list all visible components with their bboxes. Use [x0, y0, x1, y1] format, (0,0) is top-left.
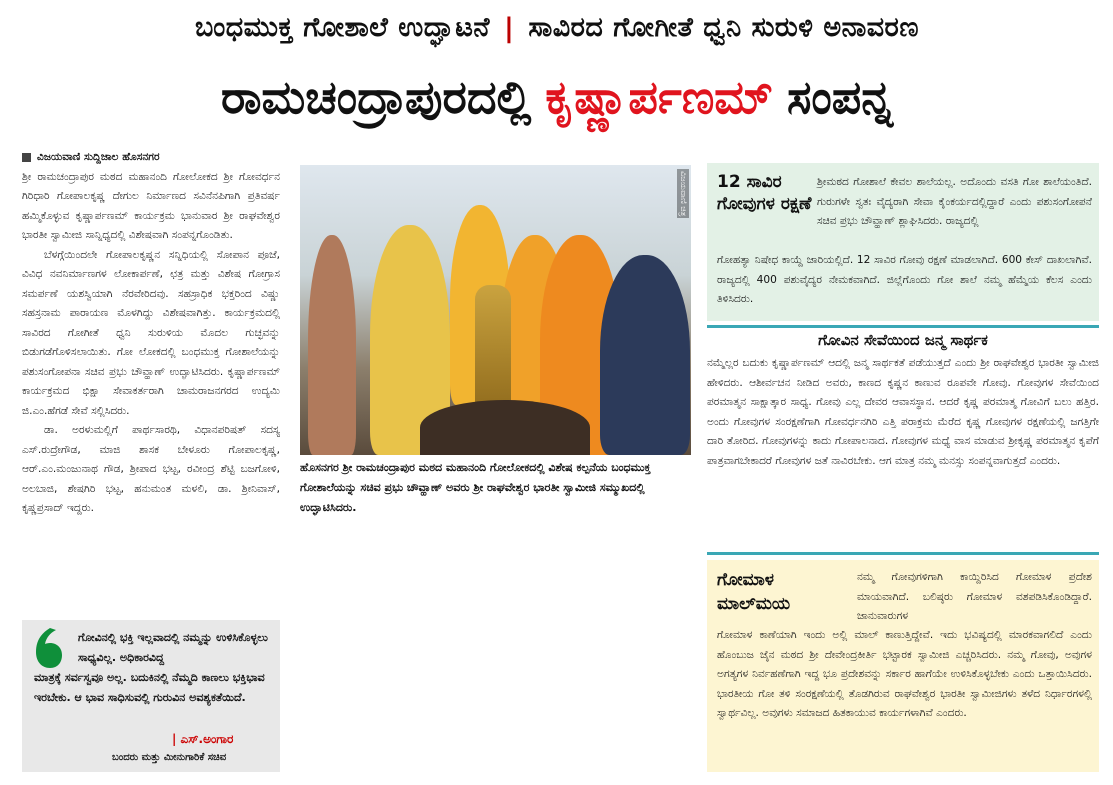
sidebar-protection-subhead: 12 ಸಾವಿರ ಗೋವುಗಳ ರಕ್ಷಣೆ: [717, 172, 812, 214]
byline: [22, 148, 280, 168]
kicker-headline: [14, 6, 1100, 50]
quote-text-line2: ಮಾತ್ರಕ್ಕೆ ಸರ್ವಸ್ವವೂ ಅಲ್ಲ. ಬದುಕಿನಲ್ಲಿ ನೆಮ್ಮದಿ ಕಾಣಲು ಭಕ್ತಿಭಾವ ಇರಬೇಕು. ಆ ಭಾವ ಸಾಧಿಸುವಲ್ಲಿ ಗುರುವಿನ ಅವಶ್ಯಕತೆಯಿದೆ.: [34, 671, 265, 704]
sidebar-gomala-subhead: ಗೋಮಾಳ ಮಾಲ್‌ಮಯ: [717, 570, 791, 614]
quote-text-line1: ಗೋವಿನಲ್ಲಿ ಭಕ್ತಿ ಇಲ್ಲವಾದಲ್ಲಿ ನಮ್ಮನ್ನು ಉಳಿಸಿಕೊಳ್ಳಲು ಸಾಧ್ಯವಿಲ್ಲ. ಅಧಿಕಾರವಿದ್ದ: [78, 631, 268, 664]
headline-part2: ಸಂಪನ್ನ: [786, 70, 894, 124]
headline-highlight: ಕೃಷ್ಣಾರ್ಪಣಮ್: [545, 70, 773, 124]
kicker-left: ಬಂಧಮುಕ್ತ ಗೋಶಾಲೆ ಉದ್ಘಾಟನೆ: [195, 12, 490, 43]
photo-credit: ವಿಜಯವಾಣಿ ಚಿತ್ರ: [679, 171, 688, 217]
quote-box: [22, 620, 280, 772]
article-paragraph: ಡಾ. ಅರಳುಮಲ್ಲಿಗೆ ಪಾರ್ಥಸಾರಥಿ, ವಿಧಾನಪರಿಷತ್ ಸದಸ್ಯ ಎಸ್.ರುದ್ರೇಗೌಡ, ಮಾಜಿ ಶಾಸಕ ಬೇಳೂರು ಗೋಪಾಲಕೃಷ್ಣ, ಆರ್.ಎಂ.ಮಂಜುನಾಥ ಗೌಡ, ಶ್ರೀಪಾದ ಭಟ್ಟ, ರವೀಂದ್ರ ಶೆಟ್ಟಿ ಬಜಗೋಳಿ, ಅಲಬಾಜಿ, ಶೇಷಗಿರಿ ಭಟ್ಟ, ಹನುಮಂತ ಮಳಲಿ, ಡಾ. ಶ್ರೀನಿವಾಸ್, ಕೃಷ್ಣಪ್ರಸಾದ್ ಇದ್ದರು.: [22, 424, 280, 514]
oil-lamp-icon: [475, 285, 511, 415]
sidebar-protection-text: ಶ್ರೀಮಠದ ಗೋಶಾಲೆ ಕೇವಲ ಶಾಲೆಯಲ್ಲ. ಅದೊಂದು ವಸತಿ ಗೋ ಶಾಲೆಯಂತಿದೆ. ಗುರುಗಳೇ ಸ್ವತಃ ವೈದ್ಯರಾಗಿ ಸೇವಾ ಕೈಂಕರ್ಯದಲ್ಲಿದ್ದಾರೆ ಎಂದು ಪಶುಸಂಗೋಪನೆ ಸಚಿವ ಪ್ರಭು ಚೌವ್ಹಾಣ್ ಶ್ಲಾಘಿಸಿದರು. ರಾಜ್ಯದಲ್ಲಿ: [817, 176, 1092, 227]
article-paragraph: ಬೆಳಗ್ಗೆಯಿಂದಲೇ ಗೋಪಾಲಕೃಷ್ಣನ ಸನ್ನಿಧಿಯಲ್ಲಿ ಸೋಪಾನ ಪೂಜೆ, ವಿವಿಧ ನವನಿರ್ಮಾಣಗಳ ಲೋಕಾರ್ಪಣೆ, ಛತ್ರ ಮತ್ತು ವಿಶೇಷ ಗೋಗ್ರಾಸ ಸಮರ್ಪಣೆ ಯಶಸ್ವಿಯಾಗಿ ನೆರವೇರಿದವು. ಸಹಸ್ರಾಧಿಕ ಭಕ್ತರಿಂದ ವಿಷ್ಣು ಸಹಸ್ರನಾಮ ಪಾರಾಯಣ ಮೊಳಗಿದ್ದು ವಿಶೇಷವಾಗಿತ್ತು. ಕಾರ್ಯಕ್ರಮದಲ್ಲಿ ಸಾವಿರದ ಗೋಗೀತೆ ಧ್ವನಿ ಸುರುಳಿಯ ಮೊದಲ ಗುಚ್ಛವನ್ನು ಬಿಡುಗಡೆಗೊಳಿಸಲಾಯಿತು. ಗೋ ಲೋಕದಲ್ಲಿ ಬಂಧಮುಕ್ತ ಗೋಶಾಲೆಯನ್ನು ಪಶುಸಂಗೋಪನಾ ಸಚಿವ ಪ್ರಭು ಚೌವ್ಹಾಣ್ ಉದ್ಘಾಟಿಸಿದರು. ಕೃಷ್ಣಾರ್ಪಣಮ್ ಕಾರ್ಯಕ್ರಮದ ಭಿಕ್ಷಾ ಸೇವಾಕರ್ತರಾಗಿ ಚಾಮರಾಜನಗರದ ಉದ್ಯಮಿ ಜಿ.ಎಂ.ಹೆಗಡೆ ಸೇವೆ ಸಲ್ಲಿಸಿದರು.: [22, 248, 280, 417]
sidebar-service-subhead: ಗೋವಿನ ಸೇವೆಯಿಂದ ಜನ್ಮ ಸಾರ್ಥಕ: [818, 331, 988, 349]
divider-rule: [707, 552, 1099, 555]
headline-part1: ರಾಮಚಂದ್ರಾಪುರದಲ್ಲಿ: [220, 70, 532, 124]
sidebar-gomala-text: ನಮ್ಮ ಗೋವುಗಳಿಗಾಗಿ ಕಾಯ್ದಿರಿಸಿದ ಗೋಮಾಳ ಪ್ರದೇಶ ಮಾಯವಾಗಿದೆ. ಬಲಿಷ್ಠರು ಗೋಮಾಳ ವಶಪಡಿಸಿಕೊಂಡಿದ್ದಾರೆ. ಜಾನುವಾರುಗಳ: [857, 571, 1092, 622]
kicker-separator: |: [503, 12, 515, 44]
article-paragraph: ಶ್ರೀ ರಾಮಚಂದ್ರಾಪುರ ಮಠದ ಮಹಾನಂದಿ ಗೋಲೋಕದ ಶ್ರೀ ಗೋವರ್ಧನ ಗಿರಿಧಾರಿ ಗೋಪಾಲಕೃಷ್ಣ ದೇಗುಲ ನಿರ್ಮಾಣದ ಸವಿನೆನಪಿಗಾಗಿ ಪ್ರತಿವರ್ಷ ಹಮ್ಮಿಕೊಳ್ಳುವ ಕೃಷ್ಣಾರ್ಪಣಮ್ ಕಾರ್ಯಕ್ರಮ ಭಾನುವಾರ ಶ್ರೀ ರಾಘವೇಶ್ವರ ಭಾರತೀ ಸ್ವಾಮೀಜಿ ಸಾನ್ನಿಧ್ಯದಲ್ಲಿ ವಿಶೇಷವಾಗಿ ಸಂಪನ್ನಗೊಂಡಿತು.: [22, 170, 280, 241]
photo-caption: ಹೊಸನಗರ ಶ್ರೀ ರಾಮಚಂದ್ರಾಪುರ ಮಠದ ಮಹಾನಂದಿ ಗೋಲೋಕದಲ್ಲಿ ವಿಶೇಷ ಕಲ್ಪನೆಯ ಬಂಧಮುಕ್ತ ಗೋಶಾಲೆಯನ್ನು ಸಚಿವ ಪ್ರಭು ಚೌವ್ಹಾಣ್ ಅವರು ಶ್ರೀ ರಾಘವೇಶ್ವರ ಭಾರತೀ ಸ್ವಾಮೀಜಿ ಸಮ್ಮುಖದಲ್ಲಿ ಉದ್ಘಾಟಿಸಿದರು.: [300, 461, 651, 514]
sidebar-service-paragraph: ನಮ್ಮೆಲ್ಲರ ಬದುಕು ಕೃಷ್ಣಾರ್ಪಣಮ್ ಆದಲ್ಲಿ ಜನ್ಮ ಸಾರ್ಥಕತೆ ಪಡೆಯುತ್ತದೆ ಎಂದು ಶ್ರೀ ರಾಘವೇಶ್ವರ ಭಾರತೀ ಸ್ವಾಮೀಜಿ ಹೇಳಿದರು. ಆಶೀರ್ವಚನ ನೀಡಿದ ಅವರು, ಕಾಣದ ಕೃಷ್ಣನ ಕಾಣುವ ರೂಪವೇ ಗೋವು. ಗೋವುಗಳ ಸೇವೆಯಿಂದ ಪರಮಾತ್ಮನ ಸಾಕ್ಷಾತ್ಕಾರ ಸಾಧ್ಯ. ಗೋವು ಎಲ್ಲ ದೇವರ ಆವಾಸಸ್ಥಾನ. ಆದರೆ ಕೃಷ್ಣ ಪರಮಾತ್ಮ ಗೋವಿಗೆ ಬಲು ಹತ್ತಿರ. ಅಂದು ಗೋವುಗಳ ಸಂರಕ್ಷಣೆಗಾಗಿ ಗೋವರ್ಧನಗಿರಿ ಎತ್ತಿ ಪರಾಕ್ರಮ ಮೆರೆದ ಕೃಷ್ಣ ಗೋವುಗಳ ರಕ್ಷಣೆಯಲ್ಲಿ ಜಗತ್ತಿಗೇ ದಾರಿ ತೋರಿದ. ಗೋವುಗಳನ್ನು ಕಾದು ಗೋಪಾಲನಾದ. ಗೋವುಗಳ ಮಧ್ಯೆ ವಾಸ ಮಾಡುವ ಶ್ರೀಕೃಷ್ಣ ಪರಮಾತ್ಮನ ಕೃಪೆಗೆ ಪಾತ್ರವಾಗಬೇಕಾದರೆ ಗೋವುಗಳ ಜತೆ ನಾವಿರಬೇಕು. ಆಗ ಮಾತ್ರ ನಮ್ಮ ಮನಸ್ಸು ಸಂಪನ್ನವಾಗುತ್ತದೆ ಎಂದರು.: [707, 357, 1099, 467]
sidebar-protection-text-cont: ಗೋಹತ್ಯಾ ನಿಷೇಧ ಕಾಯ್ದೆ ಜಾರಿಯಲ್ಲಿದೆ. 12 ಸಾವಿರ ಗೋವು ರಕ್ಷಣೆ ಮಾಡಲಾಗಿದೆ. 600 ಕೇಸ್ ದಾಖಲಾಗಿವೆ. ರಾಜ್ಯದಲ್ಲಿ 400 ಪಶುವೈದ್ಯರ ನೇಮಕವಾಗಿದೆ. ಜಿಲ್ಲೆಗೊಂದು ಗೋ ಶಾಲೆ ನಮ್ಮ ಹೆಮ್ಮೆಯ ಕೆಲಸ ಎಂದು ತಿಳಿಸಿದರು.: [717, 254, 1092, 305]
main-headline: [14, 58, 1100, 138]
quote-author-role: ಬಂದರು ಮತ್ತು ಮೀನುಗಾರಿಕೆ ಸಚಿವ: [112, 752, 227, 763]
sidebar-service-text: [707, 354, 1099, 549]
byline-square-icon: [22, 153, 31, 162]
article-column: [22, 148, 280, 610]
byline-text: ವಿಜಯವಾಣಿ ಸುದ್ದಿಜಾಲ ಹೊಸನಗರ: [37, 151, 160, 163]
sidebar-gomala: [707, 560, 1099, 772]
news-photo: [300, 165, 691, 455]
photo-base: [420, 400, 590, 455]
sidebar-protection: [707, 163, 1099, 321]
quote-author: | ಎಸ್.ಅಂಗಾರ: [172, 732, 234, 746]
sidebar-gomala-text-cont: ಗೋಮಾಳ ಕಾಣೆಯಾಗಿ ಇಂದು ಅಲ್ಲಿ ಮಾಲ್ ಕಾಣುತ್ತಿದ್ದೇವೆ. ಇದು ಭವಿಷ್ಯದಲ್ಲಿ ಮಾರಕವಾಗಲಿದೆ ಎಂದು ಹೊಂಬುಜ ಜೈನ ಮಠದ ಶ್ರೀ ದೇವೇಂದ್ರಕೀರ್ತಿ ಭಟ್ಟಾರಕ ಸ್ವಾಮೀಜಿ ಎಚ್ಚರಿಸಿದರು. ನಮ್ಮ ಗೋವು, ಅವುಗಳ ಅಗತ್ಯಗಳ ನಿರ್ವಹಣೆಗಾಗಿ ಇದ್ದ ಭೂ ಪ್ರದೇಶವನ್ನು ಸರ್ಕಾರ ಹಾಗೆಯೇ ಉಳಿಸಿಕೊಳ್ಳಬೇಕು ಎಂದು ಒತ್ತಾಯಿಸಿದರು. ಭಾರತೀಯ ಗೋ ತಳಿ ಸಂರಕ್ಷಣೆಯಲ್ಲಿ ತೊಡಗಿರುವ ರಾಘವೇಶ್ವರ ಭಾರತೀ ಸ್ವಾಮೀಜಿಗಳು ತಳೆದ ನಿರ್ಧಾರಗಳಲ್ಲಿ ಸ್ವಾರ್ಥವಿಲ್ಲ. ಅವುಗಳು ಸಮಾಜದ ಹಿತಕಾಯುವ ಕಾರ್ಯಗಳಾಗಿವೆ ಎಂದರು.: [717, 629, 1092, 719]
quote-mark-icon: [32, 626, 64, 670]
kicker-right: ಸಾವಿರದ ಗೋಗೀತೆ ಧ್ವನಿ ಸುರುಳಿ ಅನಾವರಣ: [528, 12, 919, 43]
